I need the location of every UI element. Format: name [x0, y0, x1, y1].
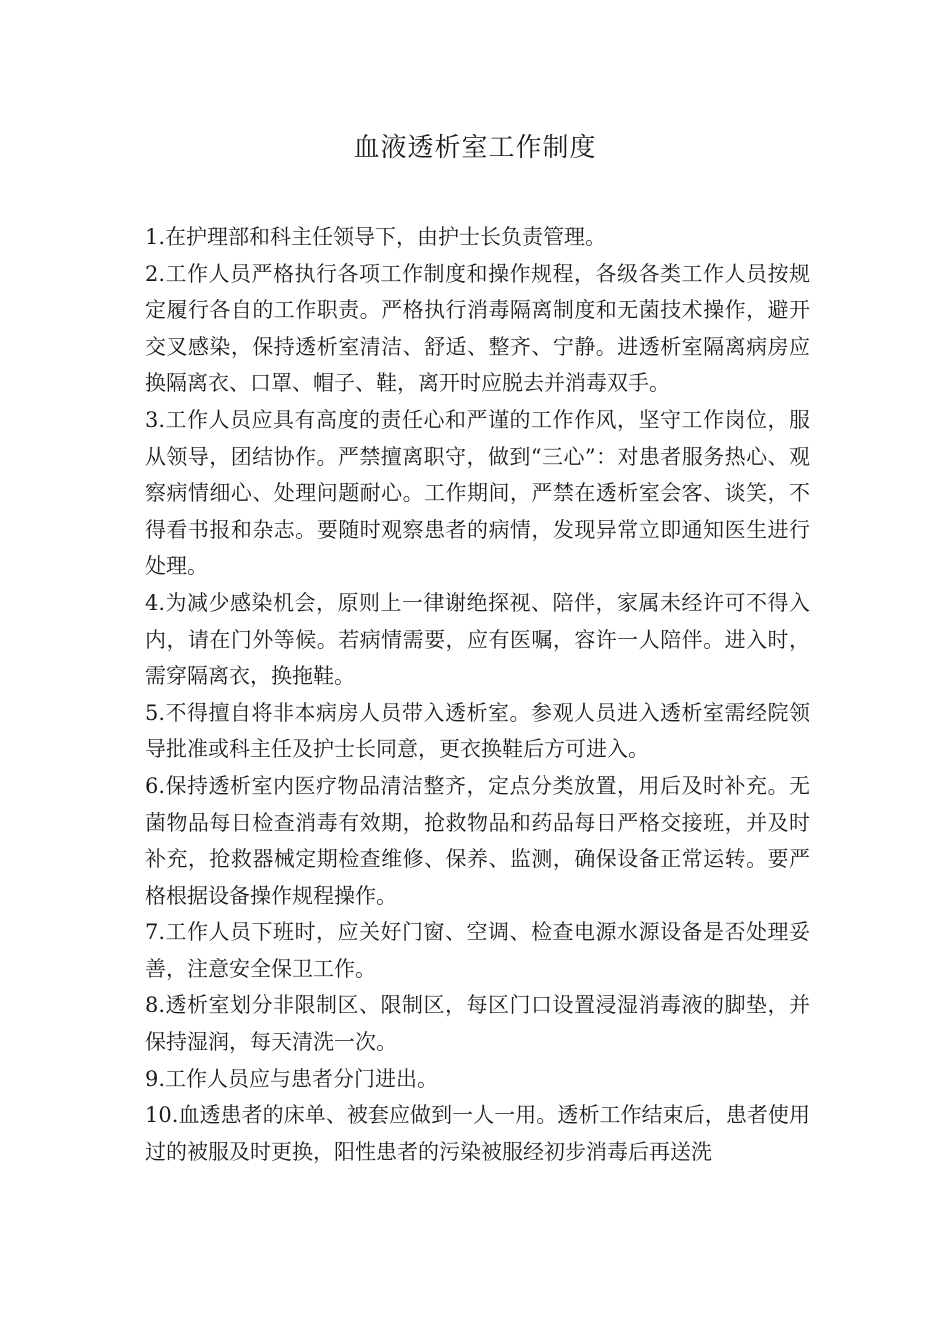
paragraph-4: 4.为减少感染机会，原则上一律谢绝探视、陪伴，家属未经许可不得入内，请在门外等候。若病情需要，应有医嘱，容许一人陪伴。进入时，需穿隔离衣，换拖鞋。 [145, 590, 810, 689]
paragraph-7: 7.工作人员下班时，应关好门窗、空调、检查电源水源设备是否处理妥善，注意安全保卫工作。 [145, 920, 810, 981]
paragraph-5: 5.不得擅自将非本病房人员带入透析室。参观人员进入透析室需经院领导批准或科主任及护士长同意，更衣换鞋后方可进入。 [145, 700, 810, 762]
paragraph-1: 1.在护理部和科主任领导下，由护士长负责管理。 [145, 225, 607, 249]
paragraph-3: 3.工作人员应具有高度的责任心和严谨的工作作风，坚守工作岗位，服从领导，团结协作。严禁擅离职守，做到“三心”：对患者服务热心、观察病情细心、处理问题耐心。工作期间，严禁在透析室会客、谈笑，不得看书报和杂志。要随时观察患者的病情，发现异常立即通知医生进行处理。 [145, 407, 810, 579]
paragraph-8: 8.透析室划分非限制区、限制区，每区门口设置浸湿消毒液的脚垫，并保持湿润，每天清洗一次。 [145, 993, 810, 1055]
paragraph-9: 9.工作人员应与患者分门进出。 [145, 1066, 439, 1091]
document-title: 血液透析室工作制度 [353, 133, 597, 163]
paragraph-10: 10.血透患者的床单、被套应做到一人一用。透析工作结束后，患者使用过的被服及时更换，阳性患者的污染被服经初步消毒后再送洗 [145, 1103, 810, 1164]
paragraph-2: 2.工作人员严格执行各项工作制度和操作规程，各级各类工作人员按规定履行各自的工作职责。严格执行消毒隔离制度和无菌技术操作，避开交叉感染，保持透析室清洁、舒适、整齐、宁静。进透析室隔离病房应换隔离衣、口罩、帽子、鞋，离开时应脱去并消毒双手。 [145, 261, 810, 396]
document-body [145, 219, 810, 1170]
paragraph-6: 6.保持透析室内医疗物品清洁整齐，定点分类放置，用后及时补充。无菌物品每日检查消毒有效期，抢救物品和药品每日严格交接班，并及时补充，抢救器械定期检查维修、保养、监测，确保设备正常运转。要严格根据设备操作规程操作。 [145, 773, 810, 908]
